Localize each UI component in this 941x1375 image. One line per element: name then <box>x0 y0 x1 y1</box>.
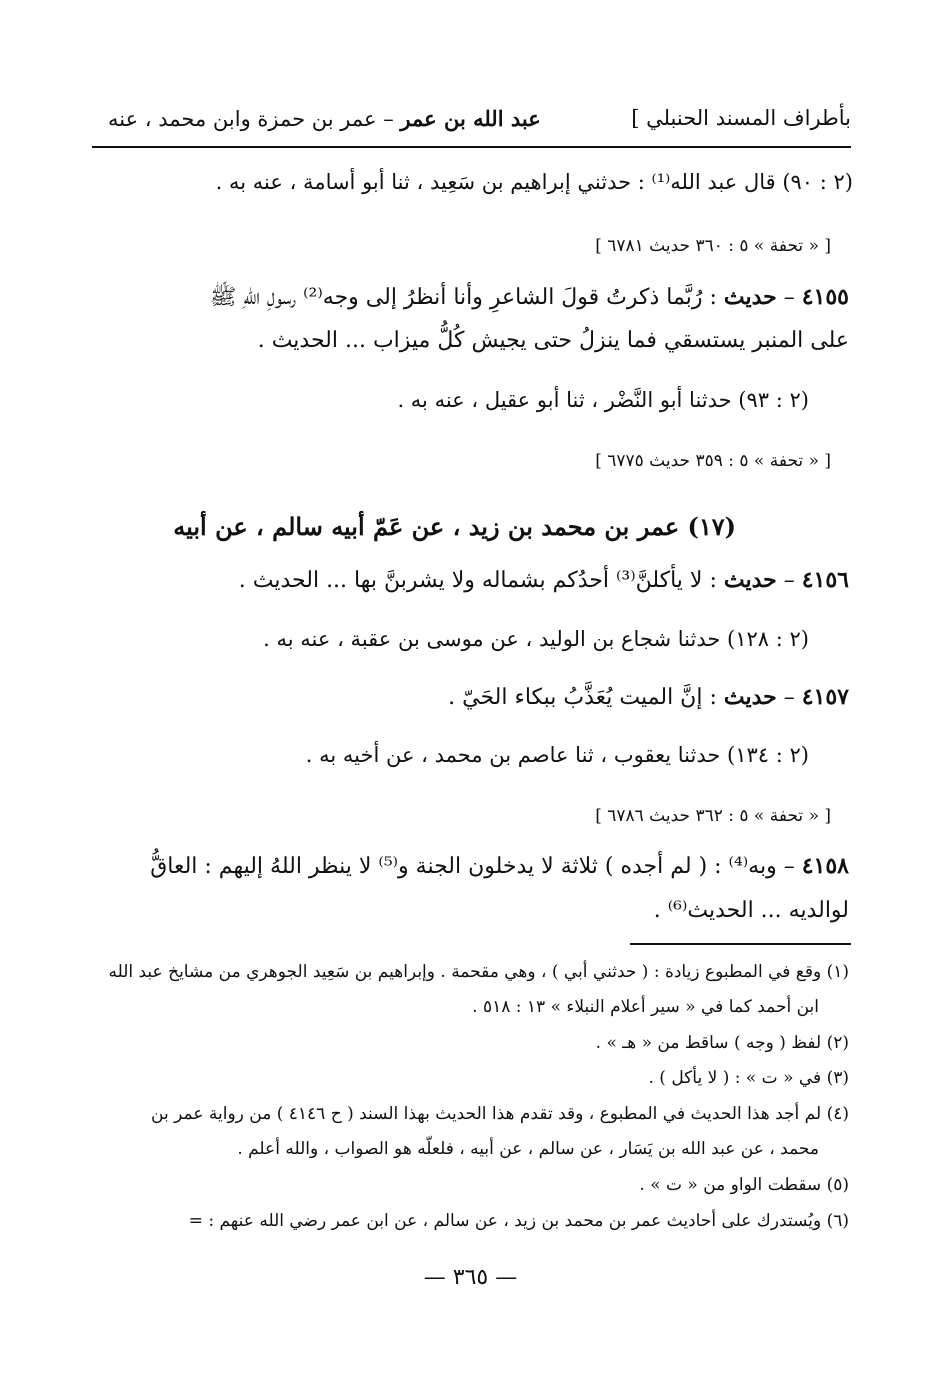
hadith-label: حديث <box>723 567 777 593</box>
hadith-4155-line-2: على المنبر يستسقي فما ينزلُ حتى يجيش كُلُّ ميزاب ... الحديث . <box>257 328 849 353</box>
tuhfa-reference-6775: [ « تحفة » ٥ : ٣٥٩ حديث ٦٧٧٥ ] <box>595 451 831 471</box>
hadith-dash: – <box>776 285 802 310</box>
hadith-label: حديث <box>723 284 777 310</box>
hadith-dash: – <box>776 854 802 879</box>
hadith-number: ٤١٥٨ <box>801 853 849 879</box>
footnote-rule <box>630 943 851 945</box>
hadith-4158-line-1 <box>150 853 849 879</box>
hadith-text: وبه⁽⁴⁾ : ( لم أجده ) ثلاثة لا يدخلون الجنة و⁽⁵⁾ لا ينظر اللهُ إليهم : العاقُّ <box>150 854 777 879</box>
running-header-section <box>108 106 541 131</box>
footnote-1-continued: ابن أحمد كما في « سير أعلام النبلاء » ١٣ : ٥١٨ . <box>472 997 819 1017</box>
source-line-134: (٢ : ١٣٤) حدثنا يعقوب ، ثنا عاصم بن محمد ، عن أخيه به . <box>305 743 809 767</box>
footnote-5: (٥) سقطت الواو من « ت » . <box>639 1175 849 1195</box>
hadith-label: حديث <box>723 684 777 710</box>
section-heading-17: (١٧) عمر بن محمد بن زيد ، عن عَمّ أبيه سالم ، عن أبيه <box>173 512 736 541</box>
footnote-6: (٦) ويُستدرك على أحاديث عمر بن محمد بن زيد ، عن سالم ، عن ابن عمر رضي الله عنهم : = <box>188 1211 849 1231</box>
hadith-4155-line-1 <box>210 283 849 315</box>
source-line-93: (٢ : ٩٣) حدثنا أبو النَّضْر ، ثنا أبو عقيل ، عنه به . <box>397 388 809 412</box>
hadith-number: ٤١٥٦ <box>801 567 849 593</box>
footnote-4: (٤) لم أجد هذا الحديث في المطبوع ، وقد تقدم هذا الحديث بهذا السند ( ح ٤١٤٦ ) من رواية عمر بن <box>151 1104 849 1124</box>
hadith-dash: – <box>776 568 802 593</box>
hadith-4156 <box>239 567 849 593</box>
tuhfa-reference-6786: [ « تحفة » ٥ : ٣٦٢ حديث ٦٧٨٦ ] <box>595 806 831 826</box>
hadith-text: : لا يأكلنَّ⁽³⁾ أحدُكم بشماله ولا يشربنَّ بها ... الحديث . <box>238 568 724 593</box>
hadith-number: ٤١٥٥ <box>801 284 849 310</box>
footnote-4-continued: محمد ، عن عبد الله بن يَسَار ، عن سالم ، عن أبيه ، فلعلّه هو الصواب ، والله أعلم . <box>237 1139 819 1159</box>
footnote-3: (٣) في « ت » : ( لا يأكل ) . <box>648 1068 849 1088</box>
hadith-text: : إنَّ الميت يُعَذَّبُ ببكاء الحَيّ . <box>448 685 724 710</box>
running-header-section-bold: عبد الله بن عمر <box>400 106 541 131</box>
source-line-128: (٢ : ١٢٨) حدثنا شجاع بن الوليد ، عن موسى بن عقبة ، عنه به . <box>263 627 809 651</box>
hadith-dash: – <box>776 685 802 710</box>
footnote-2: (٢) لفظ ( وجه ) ساقط من « هـ » . <box>595 1033 849 1053</box>
hadith-text: : رُبَّما ذكرتُ قولَ الشاعرِ وأنا أنظرُ إلى وجه⁽²⁾ رسولِ اللهِ ﷺ <box>209 285 724 310</box>
tuhfa-reference-6781: [ « تحفة » ٥ : ٣٦٠ حديث ٦٧٨١ ] <box>595 236 831 256</box>
running-header-section-rest: – عمر بن حمزة وابن محمد ، عنه <box>108 107 401 131</box>
hadith-number: ٤١٥٧ <box>801 684 849 710</box>
source-line-90: (٢ : ٩٠) قال عبد الله⁽¹⁾ : حدثني إبراهيم بن سَعِيد ، ثنا أبو أسامة ، عنه به . <box>215 170 853 194</box>
running-header-title: بأطراف المسند الحنبلي ] <box>631 106 851 130</box>
page-number: — ٣٦٥ — <box>423 1265 518 1290</box>
footnote-1: (١) وقع في المطبوع زيادة : ( حدثني أبي ) ، وهي مقحمة . وإبراهيم بن سَعِيد الجوهري من مشايخ عبد الله <box>108 962 849 982</box>
header-rule <box>92 146 851 148</box>
hadith-4157 <box>448 684 849 710</box>
hadith-4158-line-2: لوالديه ... الحديث⁽⁶⁾ . <box>653 898 849 923</box>
